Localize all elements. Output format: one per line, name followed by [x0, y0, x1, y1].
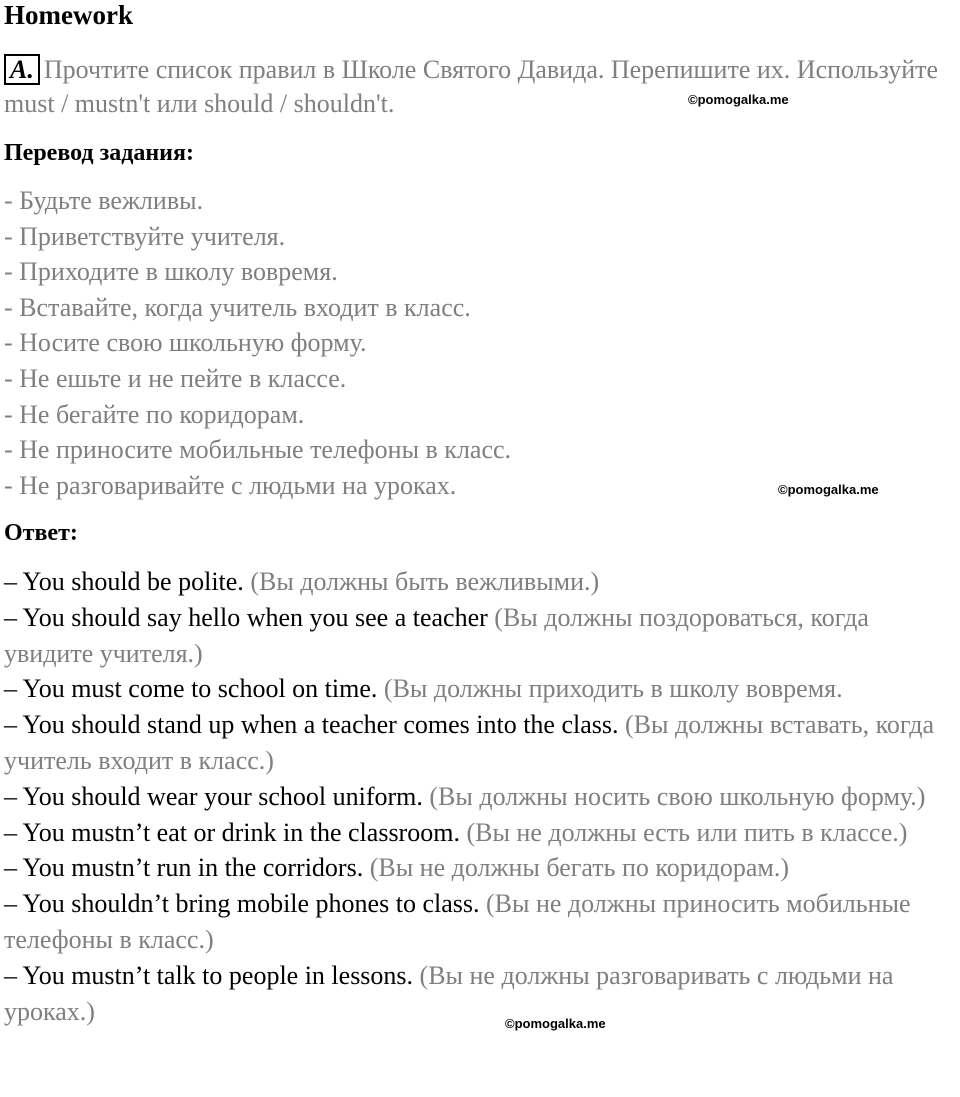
rule-item: - Не разговаривайте с людьми на уроках.	[4, 470, 457, 500]
rules-list	[4, 183, 511, 503]
answer-english: – You should be polite.	[4, 567, 244, 596]
answer-translation: (Вы не должны разговаривать с людьми на уроках.)	[4, 960, 894, 1026]
rule-item: - Будьте вежливы.	[4, 186, 204, 215]
watermark: ©pomogalka.me	[778, 482, 879, 497]
answer-item	[4, 707, 960, 779]
answer-item	[4, 779, 960, 815]
rule-item: - Вставайте, когда учитель входит в класс.	[4, 292, 471, 322]
answer-translation: (Вы должны вставать, когда учитель входит в класс.)	[4, 710, 935, 775]
task-instruction	[4, 53, 954, 121]
translation-heading: Перевод задания:	[4, 140, 194, 166]
rule-item: - Приходите в школу вовремя.	[4, 257, 338, 287]
answer-translation: (Вы должны поздороваться, когда увидите учителя.)	[4, 602, 869, 668]
answer-translation: (Вы должны носить свою школьную форму.)	[429, 781, 926, 811]
answer-english: – You mustn’t run in the corridors.	[4, 853, 364, 883]
rule-item: - Не бегайте по коридорам.	[4, 399, 305, 429]
answer-item	[4, 671, 960, 707]
watermark: ©pomogalka.me	[688, 92, 789, 107]
answer-english: – You mustn’t eat or drink in the classroom.	[4, 817, 460, 847]
rule-item: - Не ешьте и не пейте в классе.	[4, 363, 347, 393]
rule-item: - Приветствуйте учителя.	[4, 221, 286, 251]
answer-translation: (Вы должны быть вежливыми.)	[250, 567, 600, 596]
answer-english: – You shouldn’t bring mobile phones to class.	[4, 889, 480, 919]
answer-translation: (Вы не должны бегать по коридорам.)	[369, 853, 790, 883]
answer-item	[4, 564, 960, 600]
watermark: ©pomogalka.me	[505, 1016, 606, 1031]
answer-english: – You should stand up when a teacher comes into the class.	[4, 710, 619, 740]
task-text: Прочтите список правил в Школе Святого Давида. Перепишите их. Используйте must / mustn't или should / shouldn't.	[4, 55, 939, 118]
answer-item	[4, 886, 960, 958]
page-title: Homework	[4, 0, 133, 30]
task-label: A.	[4, 54, 40, 85]
answer-translation: (Вы не должны есть или пить в классе.)	[466, 817, 908, 847]
answer-translation: (Вы не должны приносить мобильные телефоны в класс.)	[4, 889, 911, 954]
answer-item	[4, 815, 960, 851]
answer-heading: Ответ:	[4, 520, 78, 546]
answer-item	[4, 850, 960, 886]
rule-item: - Носите свою школьную форму.	[4, 328, 367, 358]
answer-item	[4, 958, 960, 1030]
answer-english: – You should wear your school uniform.	[4, 781, 423, 811]
answer-item	[4, 600, 960, 672]
answers-list	[4, 564, 960, 1029]
answer-english: – You must come to school on time.	[4, 674, 378, 704]
answer-translation: (Вы должны приходить в школу вовремя.	[383, 674, 843, 704]
rule-item: - Не приносите мобильные телефоны в класс.	[4, 435, 512, 465]
answer-english: – You should say hello when you see a teacher	[4, 602, 488, 632]
answer-english: – You mustn’t talk to people in lessons.	[4, 960, 414, 990]
